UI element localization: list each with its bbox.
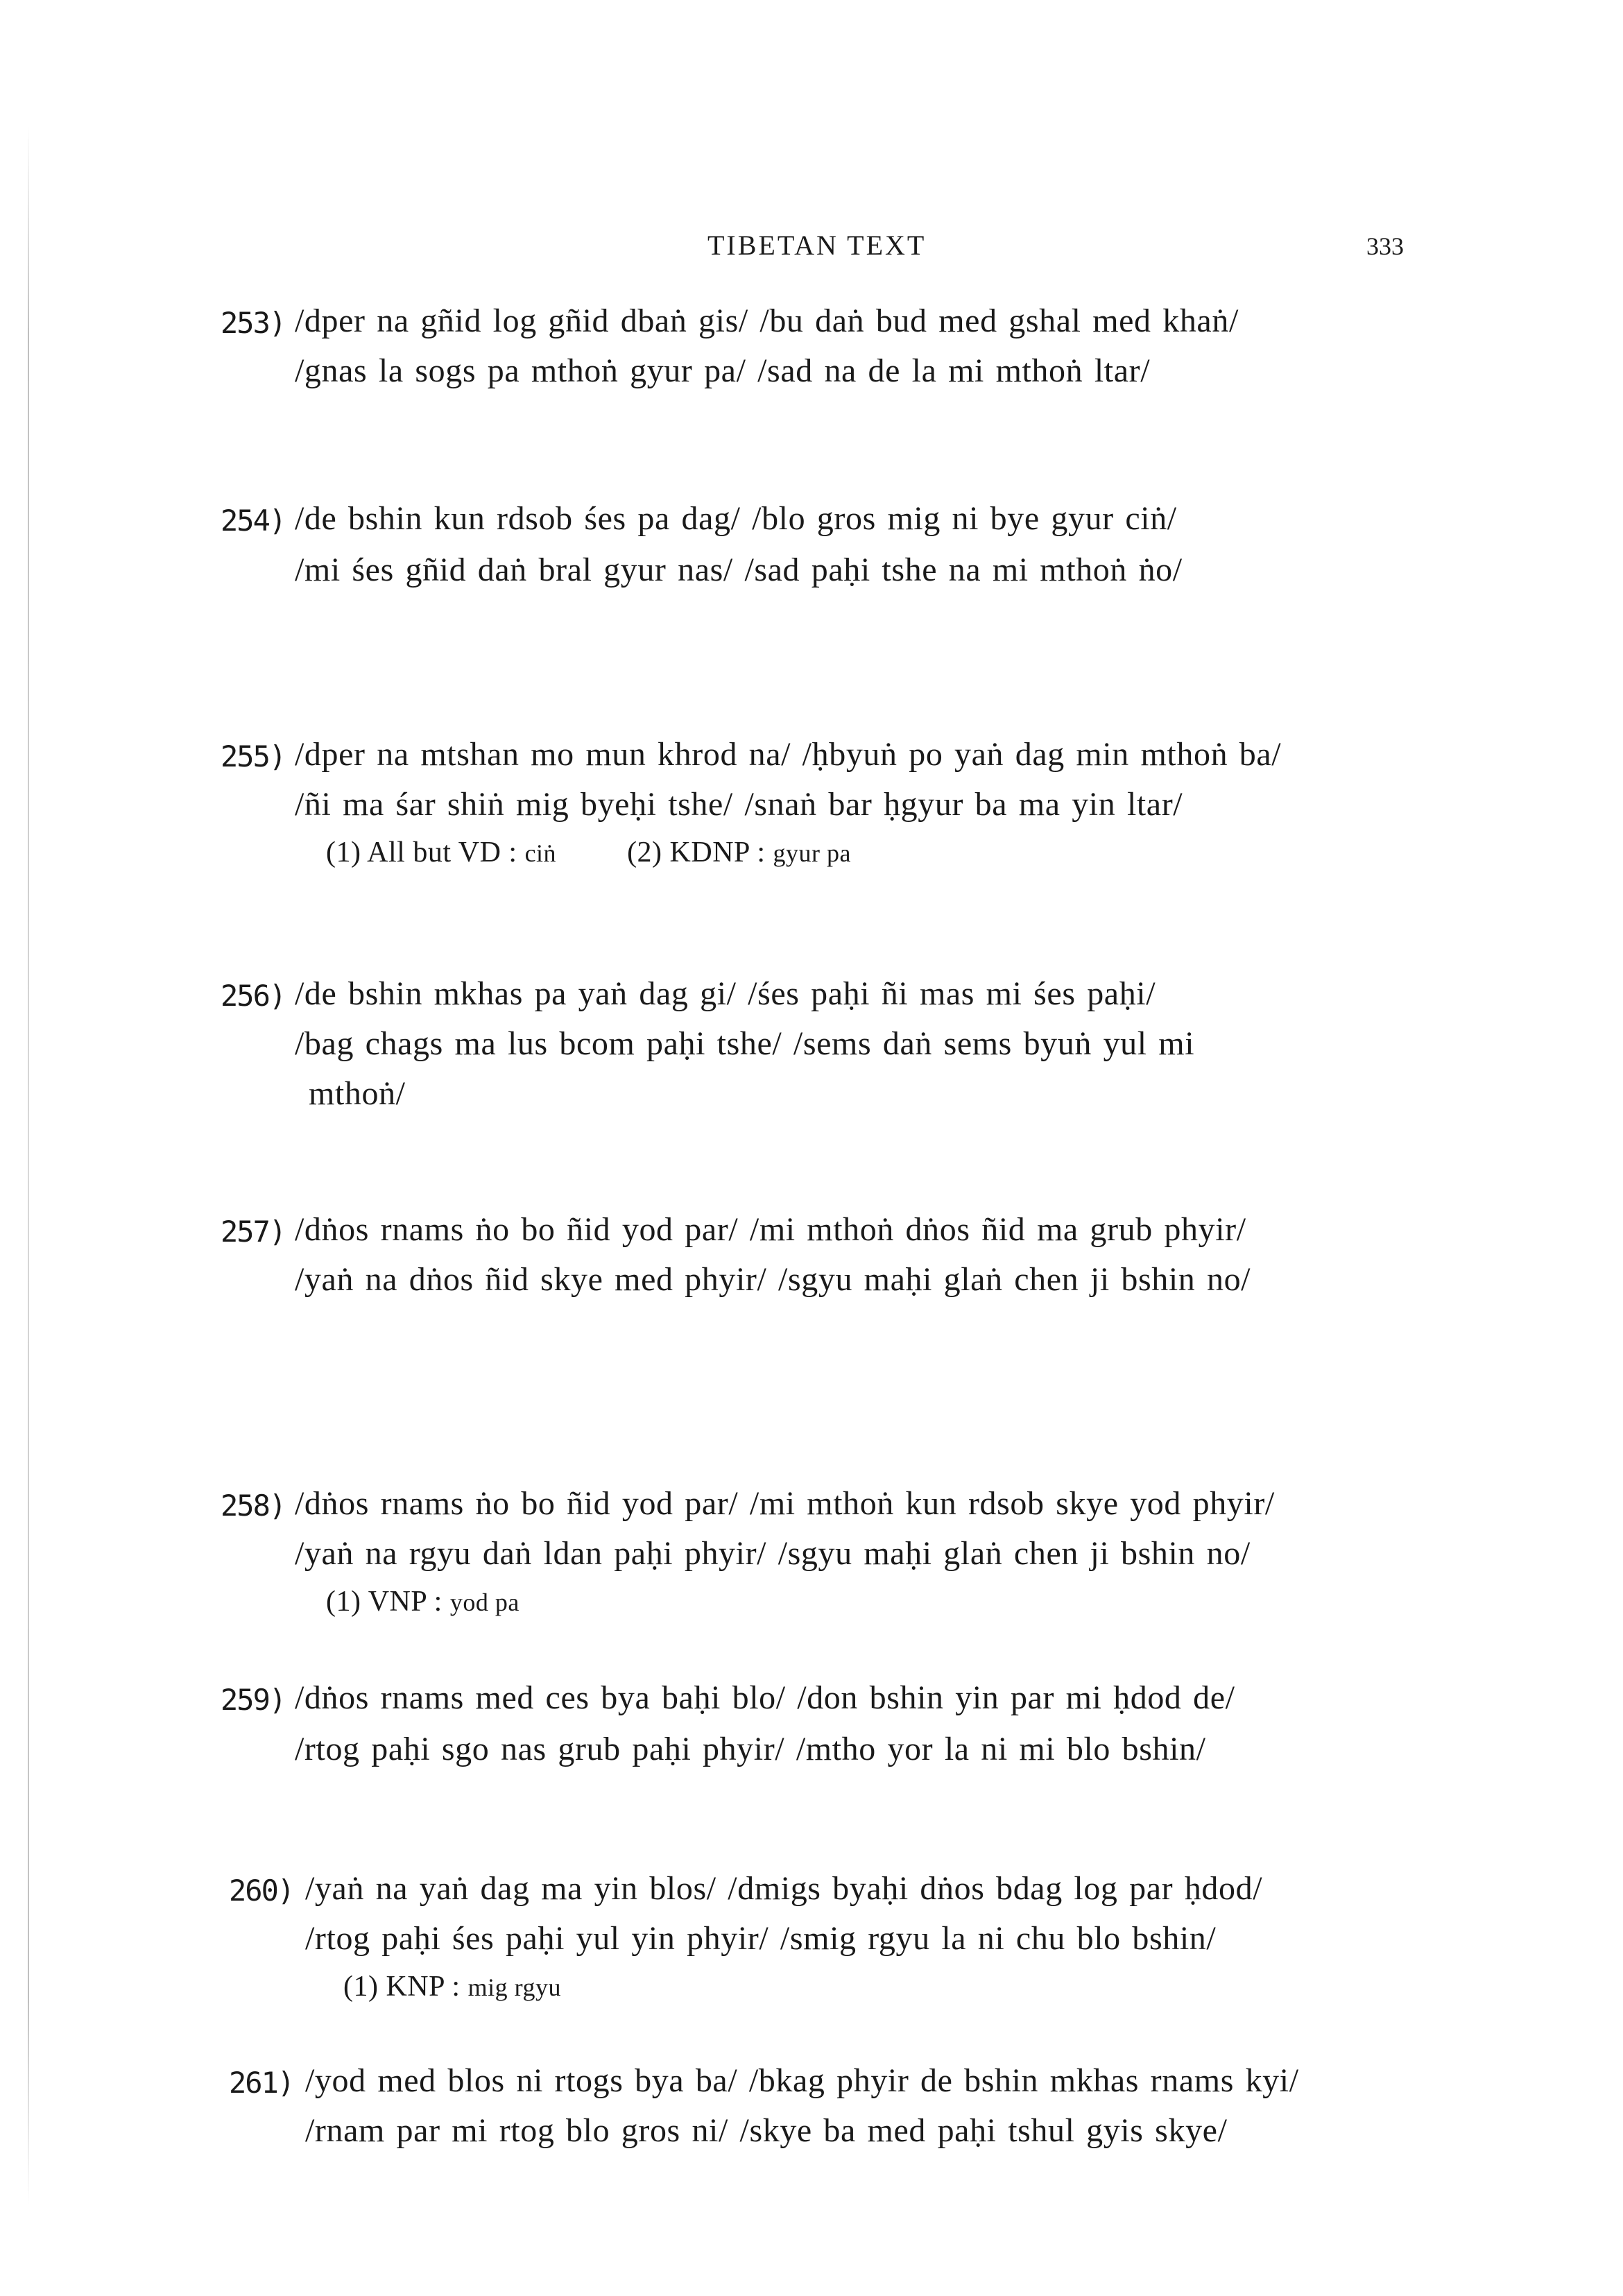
verse-number: 258) <box>221 1489 286 1523</box>
verse-number: 260) <box>229 1874 294 1908</box>
verse-line: /mi śes gñid daṅ bral gyur nas/ /sad paḥi tshe na mi mthoṅ ṅo/ <box>295 551 1183 588</box>
verse-line: /gnas la sogs pa mthoṅ gyur pa/ /sad na de la mi mthoṅ ltar/ <box>295 352 1151 389</box>
footnote-label: (2) KDNP : <box>627 837 766 868</box>
footnote-reading: mig rgyu <box>467 1973 561 2001</box>
running-head <box>0 229 1623 271</box>
verse-line: /rtog paḥi śes paḥi yul yin phyir/ /smig rgyu la ni chu blo bshin/ <box>305 1920 1217 1957</box>
footnote-label: (1) All but VD : <box>326 837 517 868</box>
verse-line: /yaṅ na yaṅ dag ma yin blos/ /dmigs byaḥi dṅos bdag log par ḥdod/ <box>305 1870 1263 1907</box>
verse-line: /de bshin mkhas pa yaṅ dag gi/ /śes paḥi ñi mas mi śes paḥi/ <box>295 975 1156 1012</box>
verse-line: /rtog paḥi sgo nas grub paḥi phyir/ /mtho yor la ni mi blo bshin/ <box>295 1731 1206 1767</box>
verse-line: /ñi ma śar shiṅ mig byeḥi tshe/ /snaṅ bar ḥgyur ba ma yin ltar/ <box>295 786 1183 823</box>
verse-line: /dṅos rnams ṅo bo ñid yod par/ /mi mthoṅ kun rdsob skye yod phyir/ <box>295 1485 1275 1522</box>
footnote-reading: gyur pa <box>773 839 851 867</box>
verse-number: 256) <box>221 979 286 1013</box>
footnote-label: (1) KNP : <box>343 1971 461 2003</box>
footnote-label: (1) VNP : <box>326 1586 443 1618</box>
footnote <box>326 1585 519 1618</box>
verse-number: 255) <box>221 739 286 773</box>
footnote-reading: yod pa <box>449 1588 519 1616</box>
footnote-reading: ciṅ <box>524 839 557 867</box>
running-title: TIBETAN TEXT <box>707 230 927 261</box>
footnote <box>326 836 851 869</box>
verse-line: mthoṅ/ <box>309 1075 406 1112</box>
verse-line: /dper na gñid log gñid dbaṅ gis/ /bu daṅ bud med gshal med khaṅ/ <box>295 302 1239 339</box>
verse-line: /bag chags ma lus bcom paḥi tshe/ /sems daṅ sems byuṅ yul mi <box>295 1025 1195 1062</box>
verse-number: 257) <box>221 1215 286 1249</box>
page-number: 333 <box>1366 232 1404 260</box>
footnote <box>343 1970 561 2003</box>
verse-line: /dper na mtshan mo mun khrod na/ /ḥbyuṅ po yaṅ dag min mthoṅ ba/ <box>295 736 1282 773</box>
verse-line: /yod med blos ni rtogs bya ba/ /bkag phyir de bshin mkhas rnams kyi/ <box>305 2062 1299 2099</box>
verse-line: /de bshin kun rdsob śes pa dag/ /blo gros mig ni bye gyur ciṅ/ <box>295 500 1177 537</box>
verse-number: 259) <box>221 1683 286 1717</box>
verse-line: /yaṅ na rgyu daṅ ldan paḥi phyir/ /sgyu maḥi glaṅ chen ji bshin no/ <box>295 1535 1251 1572</box>
verse-number: 253) <box>221 306 286 340</box>
scan-edge-line <box>28 125 29 2206</box>
verse-line: /dṅos rnams ṅo bo ñid yod par/ /mi mthoṅ dṅos ñid ma grub phyir/ <box>295 1211 1246 1248</box>
verse-number: 261) <box>229 2066 294 2100</box>
verse-line: /yaṅ na dṅos ñid skye med phyir/ /sgyu maḥi glaṅ chen ji bshin no/ <box>295 1261 1251 1298</box>
verse-number: 254) <box>221 504 286 538</box>
verse-line: /dṅos rnams med ces bya baḥi blo/ /don bshin yin par mi ḥdod de/ <box>295 1679 1235 1716</box>
verse-line: /rnam par mi rtog blo gros ni/ /skye ba med paḥi tshul gyis skye/ <box>305 2112 1228 2149</box>
